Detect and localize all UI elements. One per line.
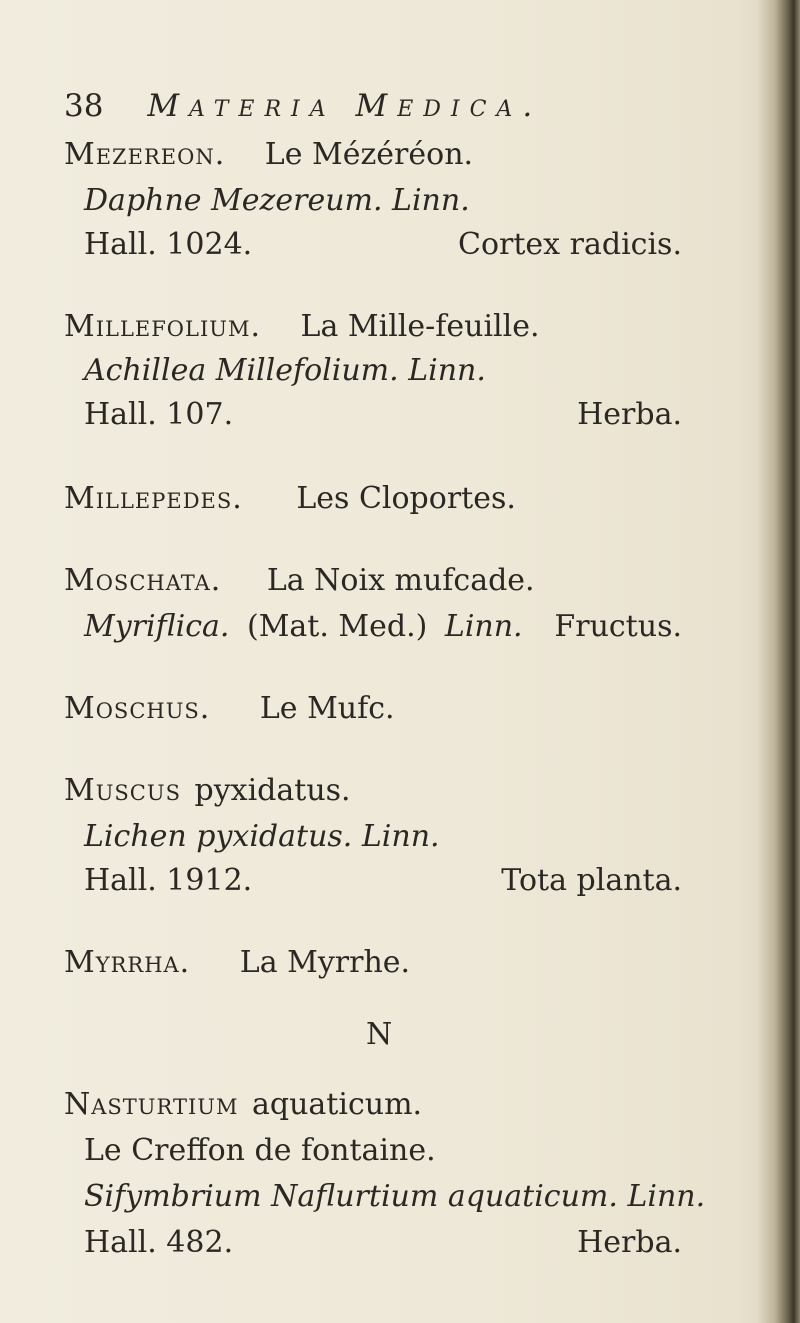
entry-name: Moschus. <box>64 691 211 726</box>
entry-name: Myrrha. <box>64 945 191 980</box>
entry-millefolium-botanical: Achillea Millefolium. Linn. <box>84 353 486 388</box>
entry-name-rest: aquaticum. <box>252 1087 423 1122</box>
entry-millepedes-heading <box>64 481 516 516</box>
running-title: Materia Medica. <box>147 88 543 124</box>
entry-moschata-part: Fructus. <box>554 609 682 644</box>
mat-med-reference: (Mat. Med.) <box>246 609 428 644</box>
entry-french-name: Les Cloportes. <box>296 481 516 516</box>
entry-name: Nasturtium <box>64 1087 239 1122</box>
entry-nasturtium-hall: Hall. 482. <box>84 1225 234 1260</box>
entry-nasturtium-heading <box>64 1087 423 1122</box>
running-header <box>64 88 542 124</box>
entry-name: Millefolium. <box>64 309 261 344</box>
entry-millefolium-heading <box>64 309 540 344</box>
entry-name: Muscus <box>64 773 181 808</box>
entry-muscus-part: Tota planta. <box>501 863 682 898</box>
entry-mezereon-hall: Hall. 1024. <box>84 227 253 262</box>
entry-nasturtium-part: Herba. <box>577 1225 682 1260</box>
entry-mezereon-part: Cortex radicis. <box>458 227 682 262</box>
entry-name: Millepedes. <box>64 481 243 516</box>
entry-myrrha-heading <box>64 945 411 980</box>
entry-muscus-hall: Hall. 1912. <box>84 863 253 898</box>
entry-name: Mezereon. <box>64 137 226 172</box>
entry-french-name: La Noix mufcade. <box>266 563 535 598</box>
entry-french-name: La Myrrhe. <box>239 945 411 980</box>
entry-millefolium-part: Herba. <box>577 397 682 432</box>
section-letter: N <box>366 1017 393 1052</box>
entry-french-name: Le Mufc. <box>259 691 395 726</box>
book-spine-shadow <box>758 0 800 1323</box>
entry-name: Moschata. <box>64 563 222 598</box>
entry-mezereon-botanical: Daphne Mezereum. Linn. <box>84 183 470 218</box>
entry-nasturtium-french: Le Creffon de fontaine. <box>84 1133 436 1168</box>
entry-muscus-heading <box>64 773 351 808</box>
entry-moschata-heading <box>64 563 535 598</box>
entry-mezereon-heading <box>64 137 474 172</box>
entry-name-rest: pyxidatus. <box>194 773 351 808</box>
linnaeus-reference: Linn. <box>444 609 523 644</box>
entry-french-name: La Mille-feuille. <box>300 309 540 344</box>
entry-moschus-heading <box>64 691 395 726</box>
entry-muscus-botanical: Lichen pyxidatus. Linn. <box>84 819 440 854</box>
page-number: 38 <box>64 88 104 124</box>
entry-millefolium-hall: Hall. 107. <box>84 397 234 432</box>
entry-nasturtium-botanical: Sifymbrium Naflurtium aquaticum. Linn. <box>84 1179 706 1214</box>
botanical-name: Myriflica. <box>84 609 230 644</box>
entry-french-name: Le Mézéréon. <box>264 137 474 172</box>
entry-moschata-botanical <box>84 609 523 644</box>
